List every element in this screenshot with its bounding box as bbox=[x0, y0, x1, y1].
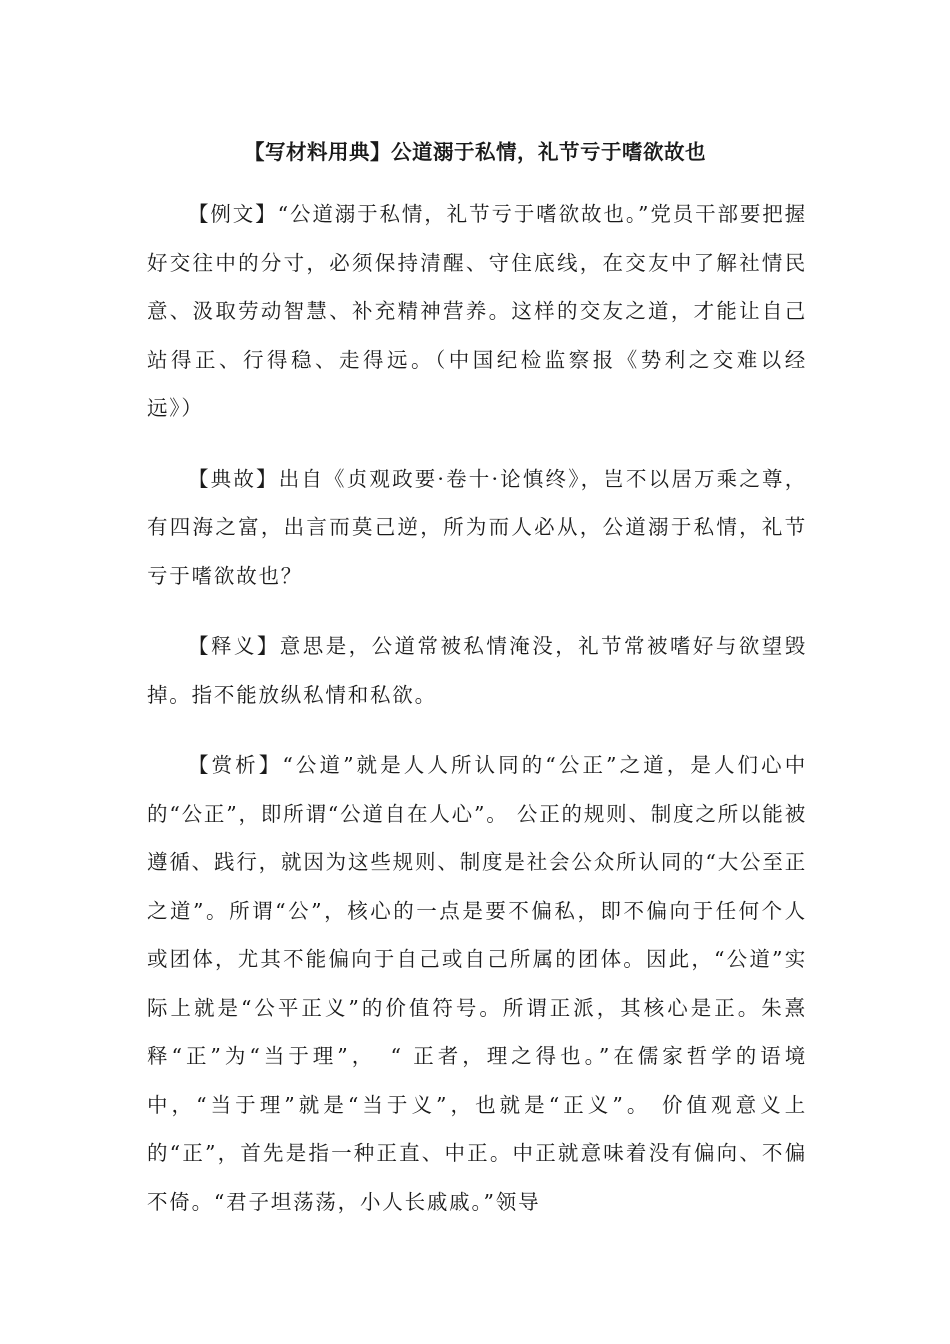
document-title: 【写材料用典】公道溺于私情，礼节亏于嗜欲故也 bbox=[244, 140, 706, 164]
paragraph-source: 【典故】出自《贞观政要·卷十·论慎终》，岂不以居万乘之尊，有四海之富，出言而莫己逆，所为而人必从，公道溺于私情，礼节亏于嗜欲故也？ bbox=[147, 466, 807, 588]
paragraph-example: 【例文】“公道溺于私情，礼节亏于嗜欲故也。”党员干部要把握好交往中的分寸，必须保持清醒、守住底线，在交友中了解社情民意、汲取劳动智慧、补充精神营养。这样的交友之道，才能让自己站得正、行得稳、走得远。（中国纪检监察报《势利之交难以经远》） bbox=[147, 202, 807, 420]
paragraph-appreciation: 【赏析】“公道”就是人人所认同的“公正”之道，是人们心中的“公正”，即所谓“公道自在人心”。 公正的规则、制度之所以能被遵循、践行，就因为这些规则、制度是社会公众所认同的“大公至正之道”。所谓“公”，核心的一点是要不偏私，即不偏向于任何个人或团体，尤其不能偏向于自己或自己所属的团体。因此，“公道”实际上就是“公平正义”的价值符号。所谓正派，其核心是正。朱熹释“正”为“当于理”， “ 正者，理之得也。”在儒家哲学的语境中，“当于理”就是“当于义”，也就是“正义”。 价值观意义上的“正”，首先是指一种正直、中正。中正就意味着没有偏向、不偏不倚。“君子坦荡荡，小人长戚戚。”领导 bbox=[147, 753, 807, 1214]
document-body bbox=[147, 190, 807, 1248]
paragraph-meaning: 【释义】意思是，公道常被私情淹没，礼节常被嗜好与欲望毁掉。指不能放纵私情和私欲。 bbox=[147, 634, 807, 707]
